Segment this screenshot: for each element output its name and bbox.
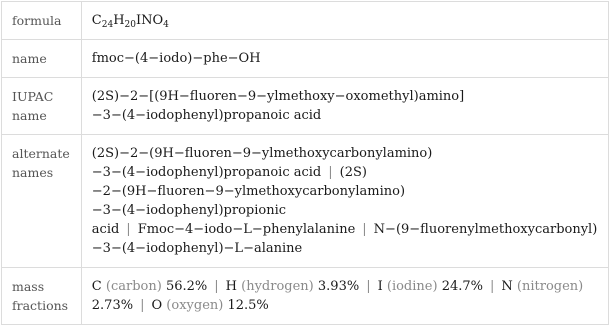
formula-label: formula: [2, 2, 82, 40]
mass-fraction-nitrogen: N (nitrogen) 2.73%: [91, 279, 584, 313]
mass-fraction-carbon: C (carbon) 56.2%: [91, 279, 208, 294]
separator: |: [214, 279, 219, 294]
separator: |: [126, 222, 131, 237]
separator: |: [140, 298, 145, 313]
separator: |: [362, 222, 367, 237]
alternate-name: N−(9−fluorenylmethoxycarbonyl)−3−(4−iodophenyl)−L−alanine: [91, 222, 598, 256]
alternate-names-value: [81, 135, 609, 268]
formula-row: [2, 2, 609, 40]
iupac-label: IUPAC name: [2, 78, 82, 135]
separator: |: [366, 279, 371, 294]
name-value: fmoc−(4−iodo)−phe−OH: [81, 40, 609, 78]
mass-fraction-oxygen: O (oxygen) 12.5%: [151, 298, 269, 313]
alternate-name: (2S)−2−(9H−fluoren−9−ylmethoxycarbonylamino)−3−(4−iodophenyl)propanoic acid: [91, 146, 433, 180]
alternate-names-row: [2, 135, 609, 268]
alternate-name: (2S)−2−(9H−fluoren−9−ylmethoxycarbonylamino)−3−(4−iodophenyl)propionic acid: [91, 165, 406, 237]
mass-fraction-iodine: I (iodine) 24.7%: [377, 279, 484, 294]
alternate-names-label: alternate names: [2, 135, 82, 268]
formula-carbon: $C_{24}$: [91, 13, 114, 30]
properties-table: [1, 1, 609, 325]
name-row: [2, 40, 609, 78]
mass-fractions-value: [81, 268, 609, 325]
separator: |: [490, 279, 495, 294]
mass-fraction-hydrogen: H (hydrogen) 3.93%: [225, 279, 360, 294]
name-label: name: [2, 40, 82, 78]
formula-ino: $INO_4$: [135, 13, 169, 30]
iupac-row: [2, 78, 609, 135]
alternate-name: Fmoc−4−iodo−L−phenylalanine: [137, 222, 356, 237]
formula-hydrogen: $H_{20}$: [113, 13, 136, 30]
mass-fractions-row: [2, 268, 609, 325]
mass-fractions-label: mass fractions: [2, 268, 82, 325]
formula-value: [81, 2, 609, 40]
separator: |: [328, 165, 333, 180]
iupac-value: (2S)−2−[(9H−fluoren−9−ylmethoxy−oxomethyl)amino]−3−(4−iodophenyl)propanoic acid: [81, 78, 609, 135]
